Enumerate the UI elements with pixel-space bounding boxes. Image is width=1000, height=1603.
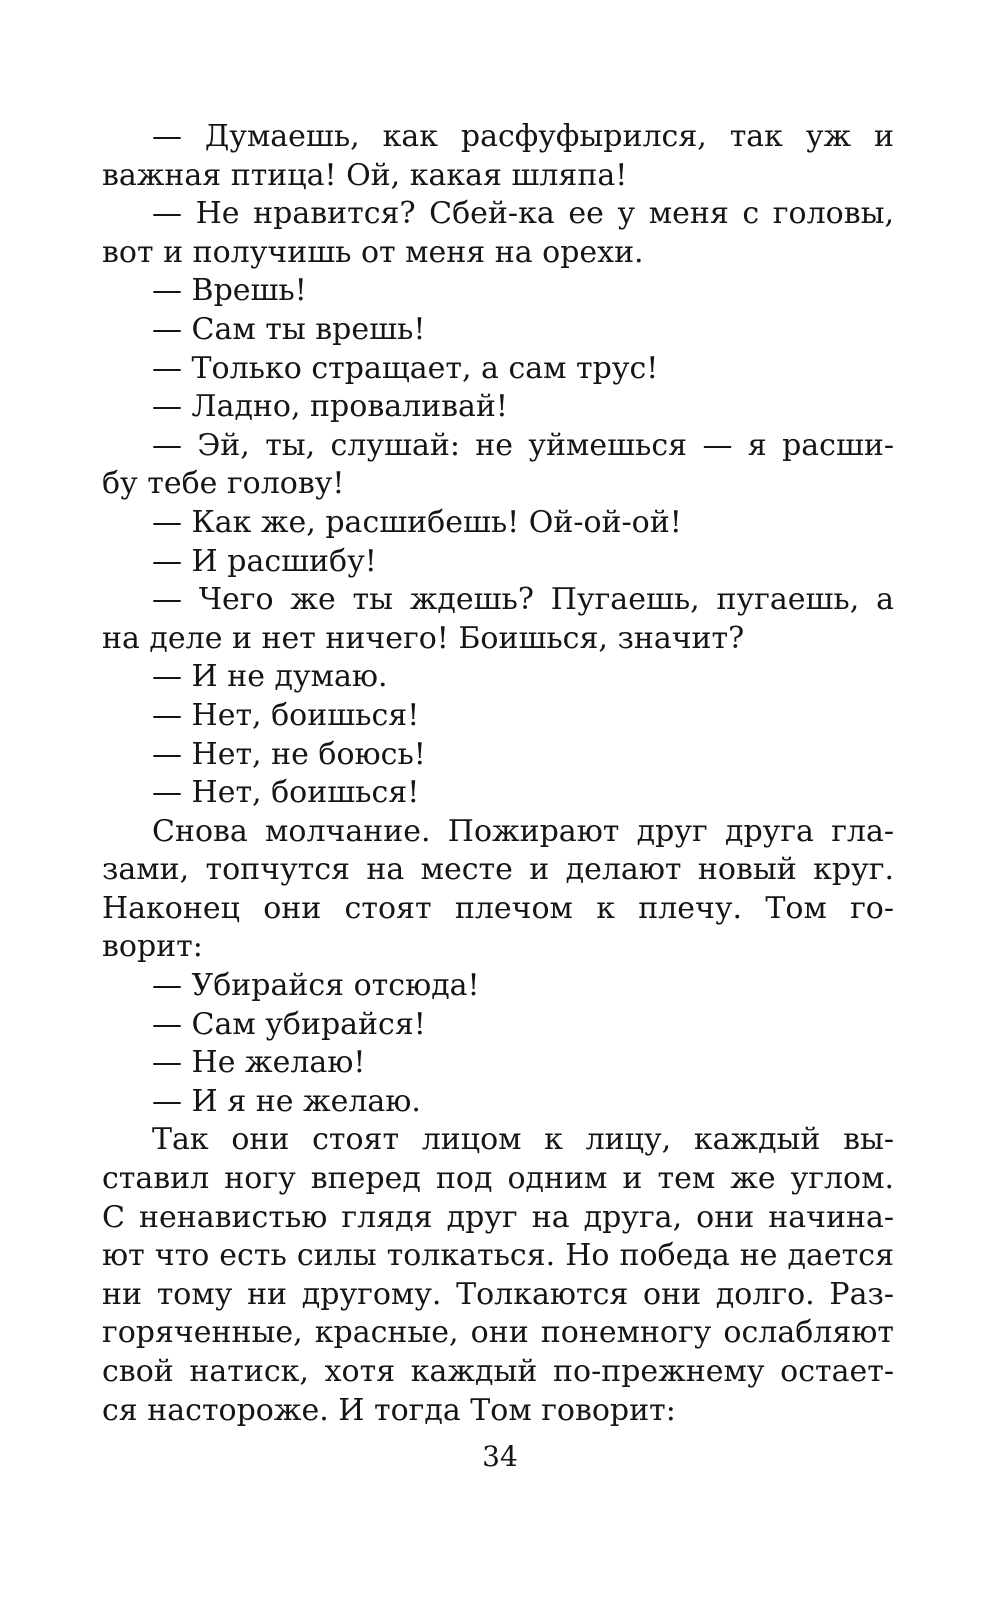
text-line: — Убирайся отсюда!	[152, 968, 480, 1004]
text-line: — Не нравится? Сбей-ка ее у меня с головы,	[152, 196, 894, 232]
text-line: зами, топчутся на месте и делают новый круг.	[102, 852, 894, 888]
text-line: — Сам убирайся!	[152, 1006, 426, 1042]
text-line: — Нет, боишься!	[152, 697, 420, 733]
text-line: вот и получишь от меня на орехи.	[102, 234, 644, 270]
text-line: — Сам ты врешь!	[152, 311, 426, 347]
text-line: ся настороже. И тогда Том говорит:	[102, 1392, 676, 1428]
text-line: горяченные, красные, они понемногу ослабляют	[102, 1315, 894, 1351]
text-line: Наконец они стоят плечом к плечу. Том го-	[102, 890, 894, 926]
text-line: бу тебе голову!	[102, 466, 345, 502]
text-line: важная птица! Ой, какая шляпа!	[102, 157, 628, 193]
text-line: ни тому ни другому. Толкаются они долго. Раз-	[102, 1276, 894, 1312]
body-text	[102, 118, 894, 1430]
page-number: 34	[482, 1440, 518, 1473]
text-line: — И расшибу!	[152, 543, 377, 579]
text-line: — Не желаю!	[152, 1045, 366, 1081]
text-line: — Думаешь, как расфуфырился, так уж и	[152, 119, 894, 154]
text-line: свой натиск, хотя каждый по-прежнему остает-	[102, 1354, 894, 1389]
text-line: на деле и нет ничего! Боишься, значит?	[102, 620, 745, 656]
text-line: — И не думаю.	[152, 659, 388, 695]
text-line: — Врешь!	[152, 273, 307, 309]
text-line: ворит:	[102, 929, 203, 965]
text-line: — Только стращает, а сам трус!	[152, 350, 659, 386]
text-line: — Ладно, проваливай!	[152, 389, 508, 425]
text-line: — Как же, расшибешь! Ой-ой-ой!	[152, 504, 682, 540]
text-line: ставил ногу вперед под одним и тем же углом.	[102, 1161, 894, 1197]
text-line: — Чего же ты ждешь? Пугаешь, пугаешь, а	[152, 582, 894, 618]
text-line: — Нет, не боюсь!	[152, 736, 426, 772]
text-line: Снова молчание. Пожирают друг друга гла-	[152, 813, 894, 849]
text-line: — Эй, ты, слушай: не уймешься — я расши-	[152, 427, 894, 463]
text-line: — Нет, боишься!	[152, 775, 420, 811]
text-line: С ненавистью глядя друг на друга, они начина-	[102, 1199, 894, 1235]
text-line: — И я не желаю.	[152, 1083, 421, 1119]
text-line: ют что есть силы толкаться. Но победа не дается	[102, 1238, 894, 1274]
text-line: Так они стоят лицом к лицу, каждый вы-	[152, 1122, 894, 1158]
